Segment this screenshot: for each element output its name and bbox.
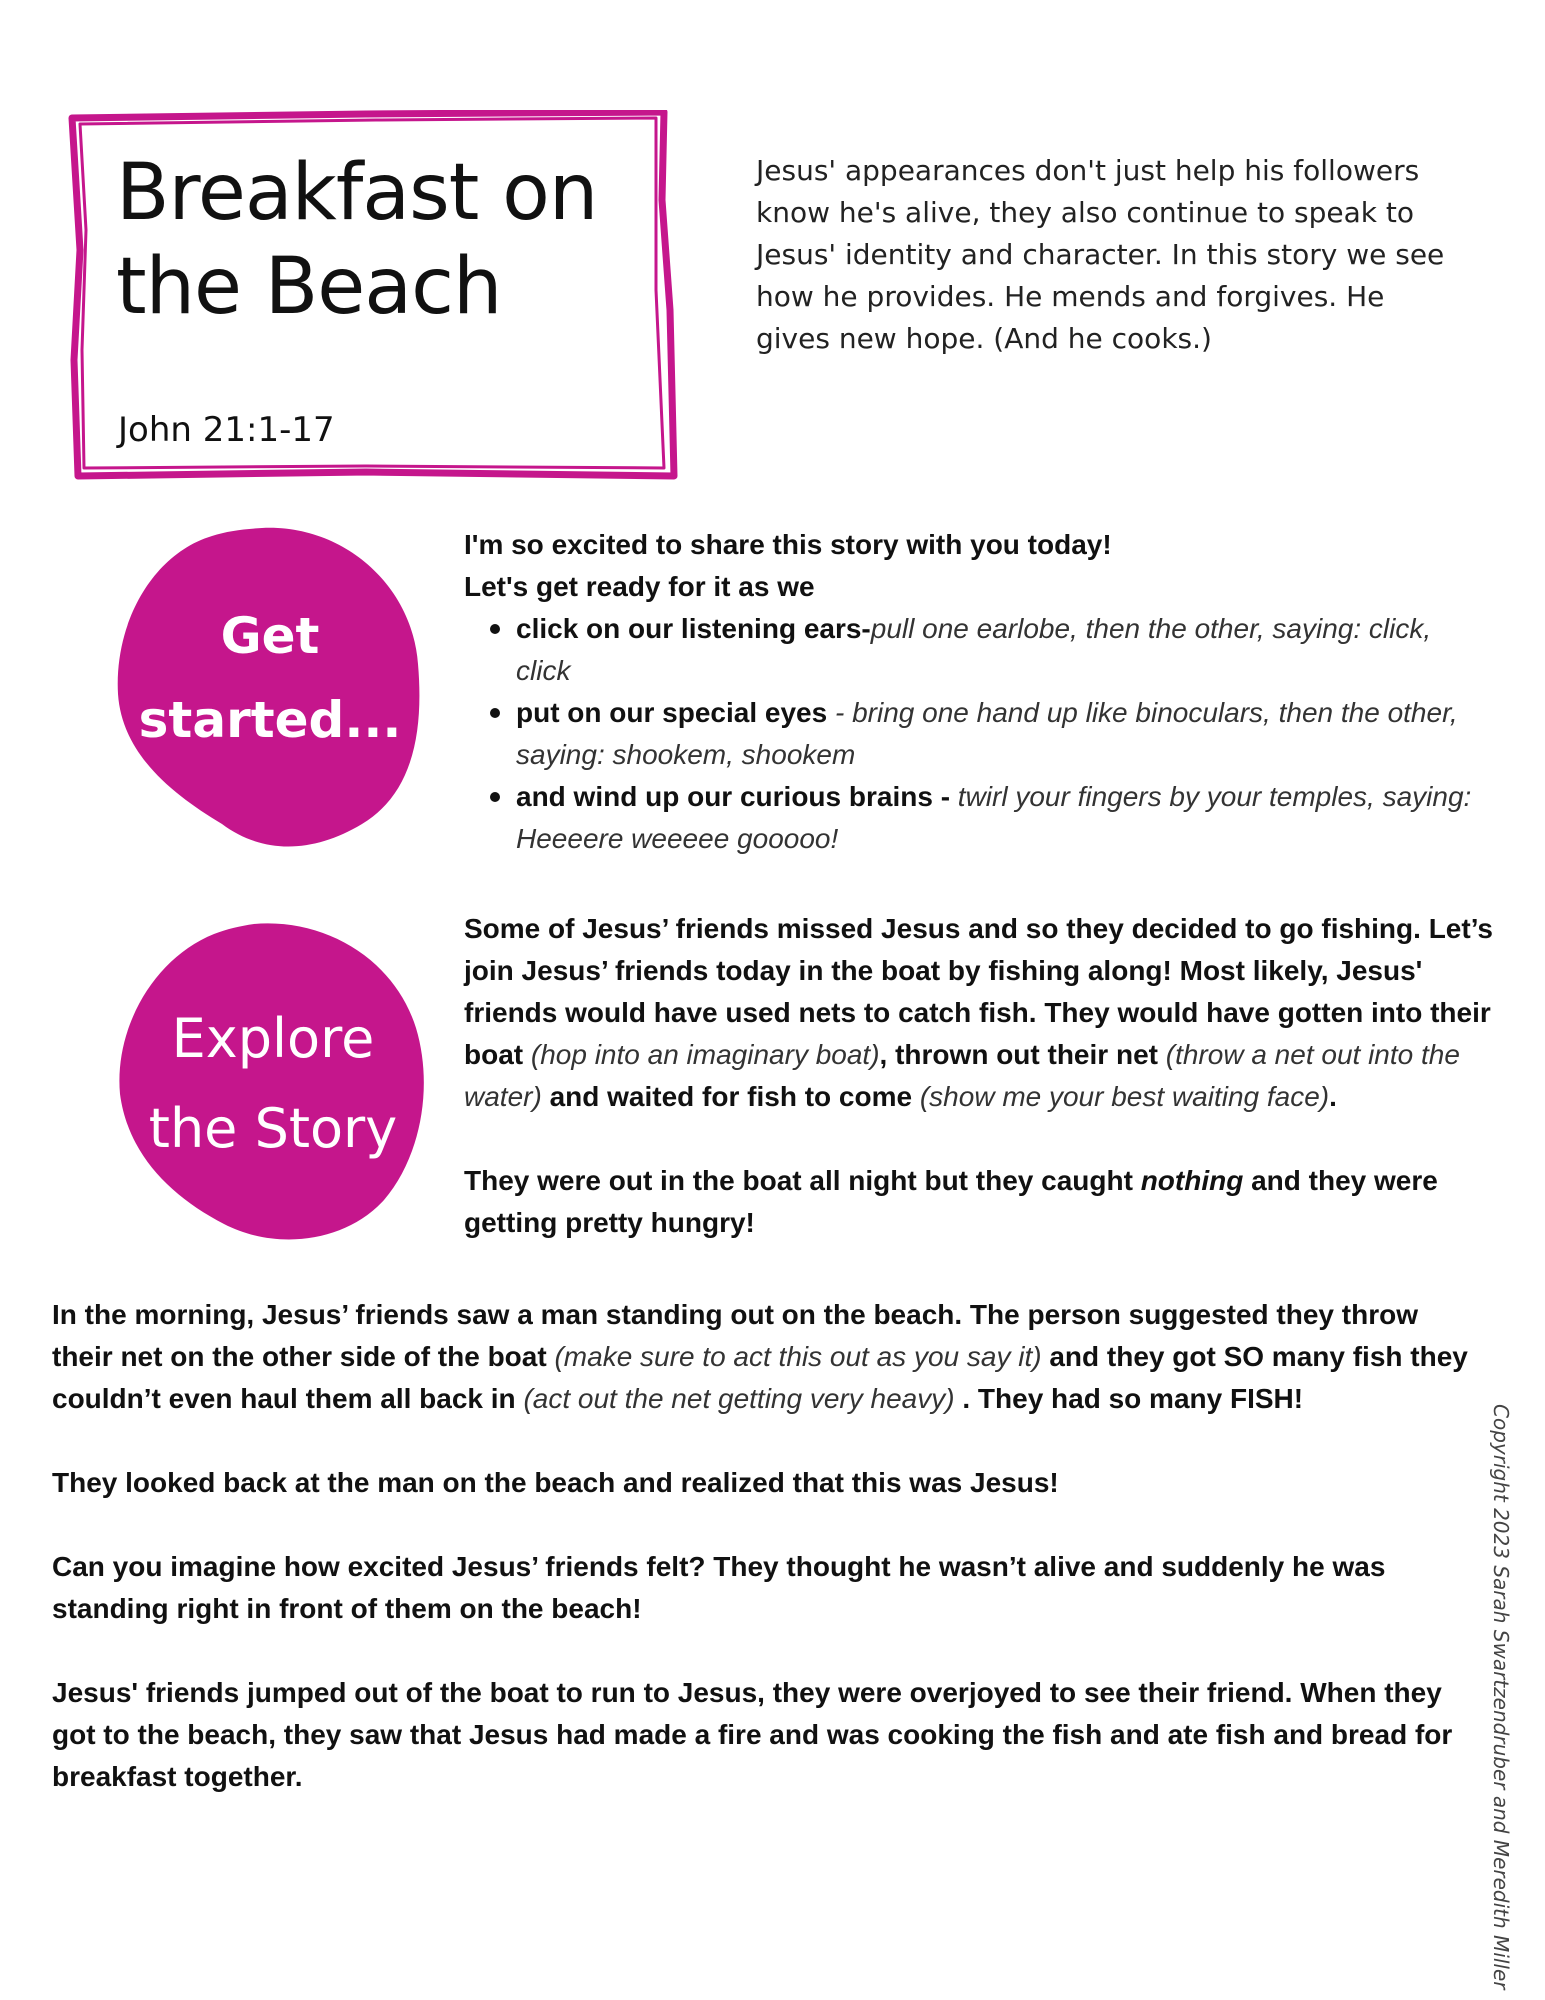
warmup-steps [464,608,1484,860]
story-paragraph: They were out in the boat all night but they caught nothing and they were getting pretty hungry! [464,1165,1438,1238]
story-paragraph: They looked back at the man on the beach and realized that this was Jesus! [52,1467,1059,1498]
copyright-notice: Copyright 2023 Sarah Swartzendruber and Meredith Miller [1489,1404,1513,1990]
intro-paragraph: Jesus' appearances don't just help his followers know he's alive, they also continue to speak to Jesus' identity and character. In this story we see how he provides. He mends and forgives. He gives new hope. (And he cooks.) [756,154,1445,355]
story-continuation [52,1294,1472,1798]
title-line-2: the Beach [116,242,502,332]
scripture-reference: John 21:1-17 [118,410,335,450]
list-item: put on our special eyes - bring one hand up like binoculars, then the other, saying: shookem, shookem [516,692,1484,776]
explore-story-badge [114,918,432,1248]
list-item: click on our listening ears-pull one earlobe, then the other, saying: click, click [516,608,1484,692]
get-started-badge [112,524,428,854]
get-started-text: I'm so excited to share this story with you today! Let's get ready for it as we click on our listening ears-pull one earlobe, then the other, saying: click, click put on our special eyes - bring one hand up like binoculars, then the other, saying: shookem, shookem and wind up our curious brains - twirl your fingers by your temples, saying: Heeeere weeeee gooooo! [464,524,1484,860]
story-paragraph: Some of Jesus’ friends missed Jesus and so they decided to go fishing. Let’s join Jesus’ friends today in the boat by fishing along! Most likely, Jesus' friends would have used nets to catch fish. They would have gotten into their boat (hop into an imaginary boat), thrown out their net (throw a net out into the water) and waited for fish to come (show me your best waiting face). [464,913,1493,1112]
story-paragraph: In the morning, Jesus’ friends saw a man standing out on the beach. The person suggested they throw their net on the other side of the boat (make sure to act this out as you say it) and they got SO many fish they couldn’t even haul them all back in (act out the net getting very heavy) . They had so many FISH! [52,1299,1468,1414]
explore-story-text [464,908,1504,1244]
story-paragraph: Can you imagine how excited Jesus’ friends felt? They thought he wasn’t alive and suddenly he was standing right in front of them on the beach! [52,1551,1386,1624]
list-item: and wind up our curious brains - twirl your fingers by your temples, saying: Heeeere weeeee gooooo! [516,776,1484,860]
story-paragraph: Jesus' friends jumped out of the boat to run to Jesus, they were overjoyed to see their friend. When they got to the beach, they saw that Jesus had made a fire and was cooking the fish and ate fish and bread for breakfast together. [52,1677,1453,1792]
explore-story-label: Explore the Story [148,1007,398,1160]
title-line-1: Breakfast on [116,148,598,238]
page-title [116,146,676,334]
get-started-label: Get started... [138,607,402,749]
